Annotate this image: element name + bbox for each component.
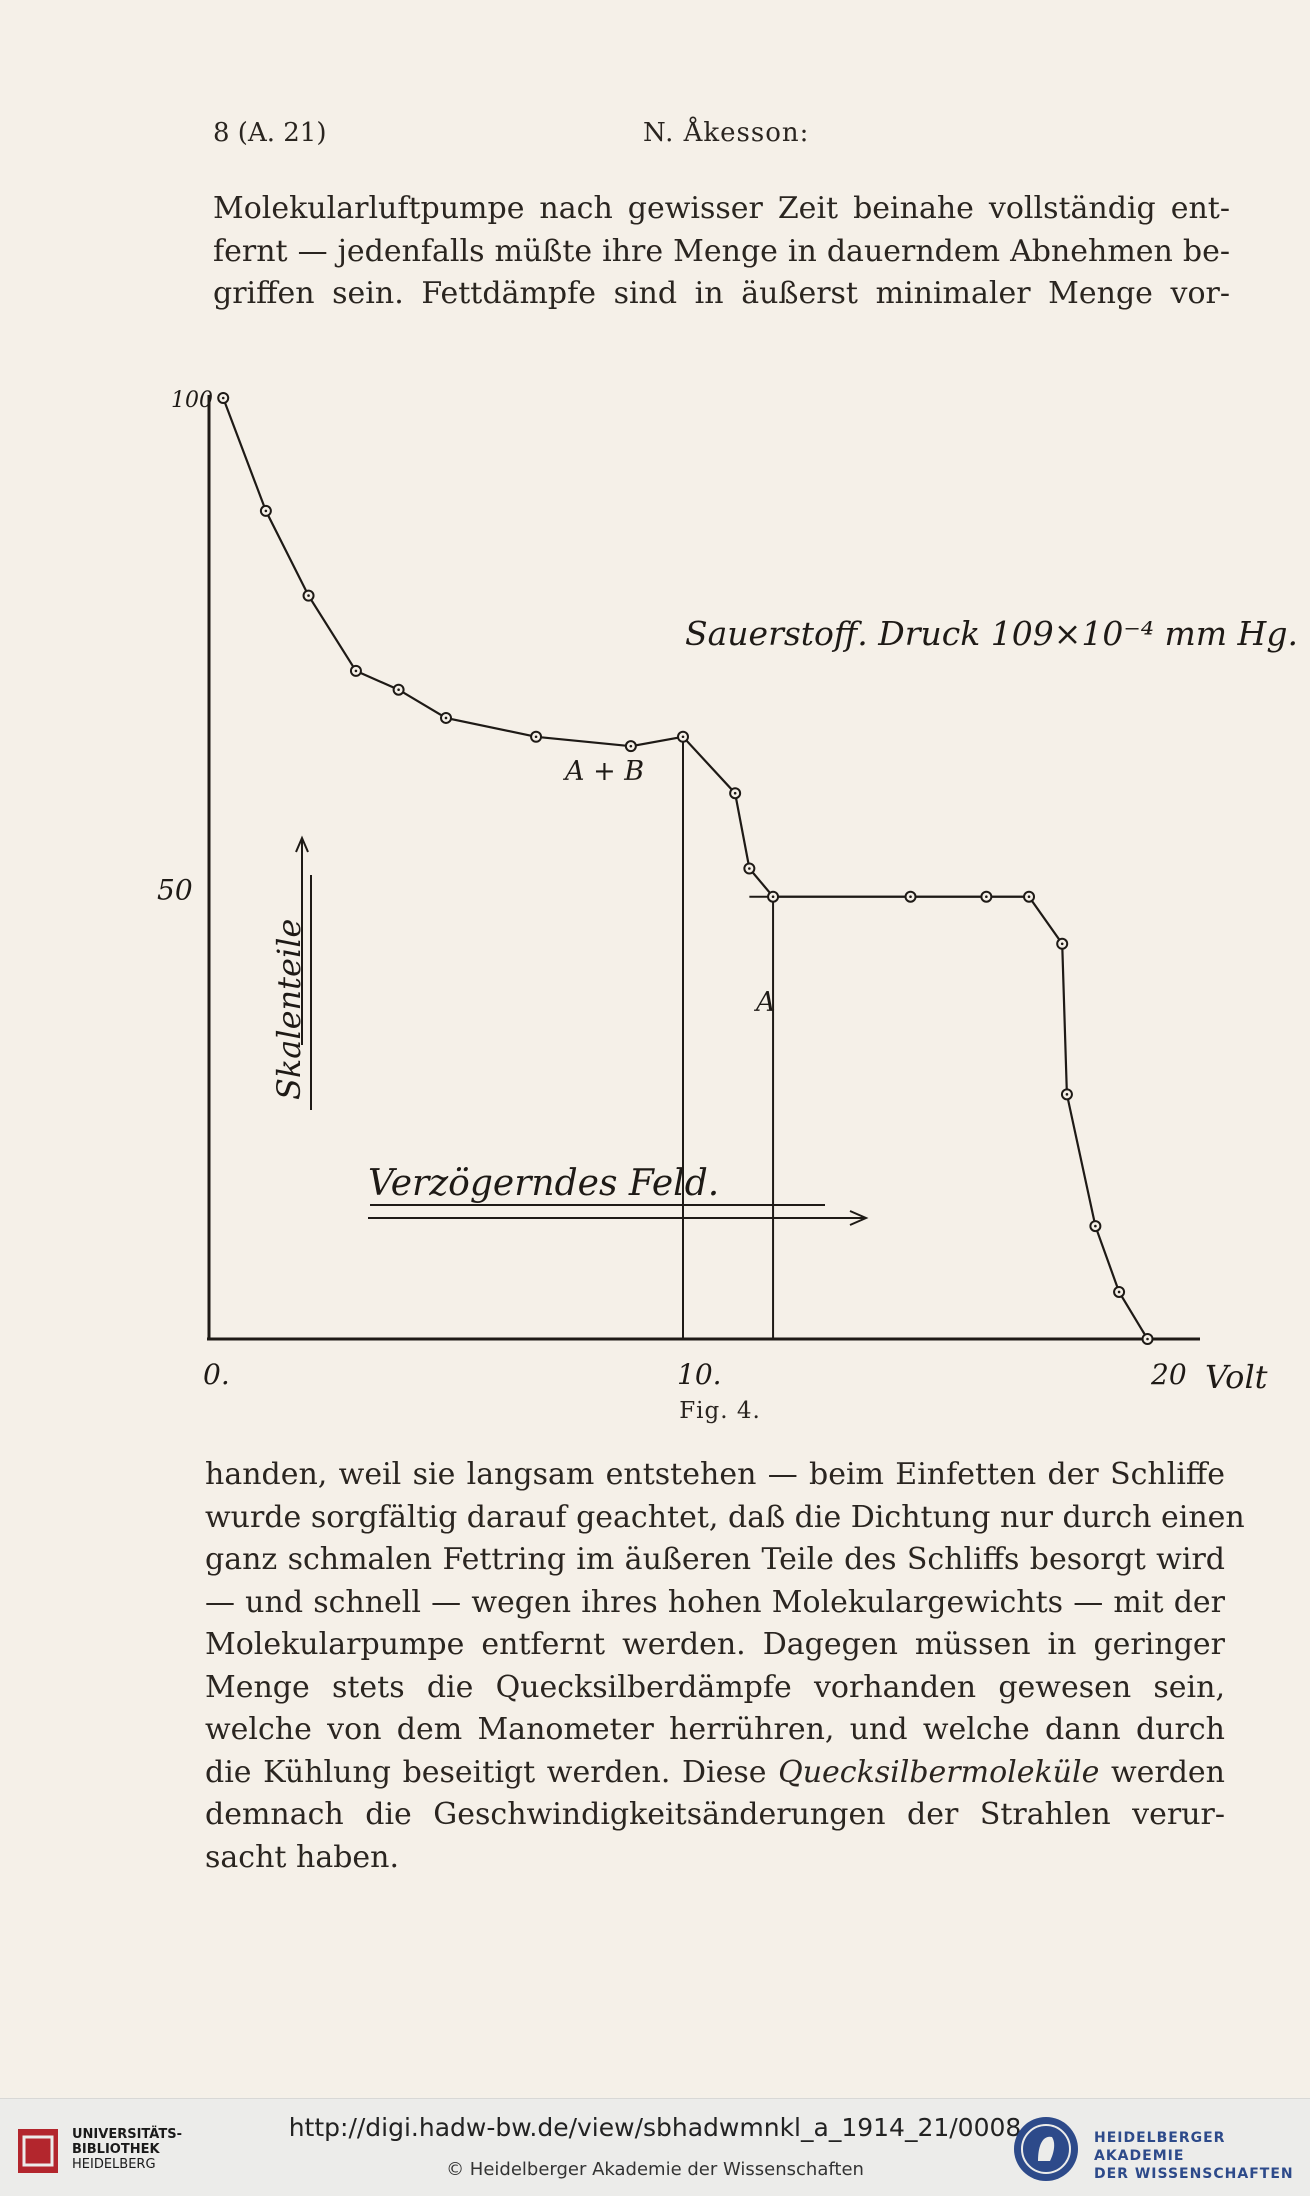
data-point-center	[307, 594, 310, 597]
data-point-center	[222, 397, 225, 400]
logo-left-line: BIBLIOTHEK	[72, 2142, 160, 2157]
data-point-center	[985, 895, 988, 898]
running-author: N. Åkesson:	[643, 118, 810, 148]
logo-left-line: UNIVERSITÄTS-	[72, 2127, 182, 2142]
x-tick-label: 0.	[203, 1358, 230, 1391]
data-point-center	[734, 792, 737, 795]
x-unit-label: Volt	[1205, 1358, 1268, 1396]
data-point-center	[535, 735, 538, 738]
data-point-center	[397, 688, 400, 691]
data-point-center	[355, 670, 358, 673]
figure-caption: Fig. 4.	[679, 1398, 761, 1424]
text-line: handen, weil sie langsam entstehen — beim Einfetten der Schliffe	[205, 1457, 1225, 1492]
text-line: wurde sorgfältig darauf geachtet, daß die Dichtung nur durch einen	[205, 1499, 1245, 1535]
paragraph-bottom	[205, 1454, 1245, 1879]
region-label-a: A	[756, 987, 776, 1018]
text-line-tail: werden	[1099, 1754, 1226, 1790]
text-line: griffen sein. Fettdämpfe sind in äußerst minimaler Menge vor-	[213, 276, 1230, 311]
data-point-center	[1118, 1291, 1121, 1294]
text-line: sacht haben.	[205, 1839, 400, 1875]
y-axis-label: Skalenteile	[270, 918, 308, 1100]
logo-right-line: HEIDELBERGER AKADEMIE	[1094, 2130, 1226, 2164]
text-line: fernt — jedenfalls müßte ihre Menge in dauerndem Abnehmen be-	[213, 233, 1230, 269]
text-line: demnach die Geschwindigkeitsänderungen der Strahlen verur-	[205, 1797, 1225, 1832]
data-point-center	[772, 895, 775, 898]
data-point-center	[630, 745, 633, 748]
data-point-center	[1028, 895, 1031, 898]
source-url-link[interactable]: http://digi.hadw-bw.de/view/sbhadwmnkl_a_1914_21/0008	[288, 2113, 1022, 2142]
x-tick-label: 10.	[677, 1358, 722, 1391]
text-line	[205, 1752, 1225, 1795]
text-line: Menge stets die Quecksilberdämpfe vorhanden gewesen sein,	[205, 1669, 1225, 1705]
data-point-center	[265, 510, 268, 513]
data-point-center	[909, 895, 912, 898]
data-point-center	[682, 735, 685, 738]
text-line: Molekularluftpumpe nach gewisser Zeit beinahe vollständig ent-	[213, 191, 1230, 226]
data-point-center	[748, 867, 751, 870]
footer-bar	[0, 2098, 1310, 2196]
data-point-center	[1061, 942, 1064, 945]
x-axis-label: Verzögerndes Feld.	[368, 1163, 720, 1204]
academy-logo[interactable]	[1010, 2113, 1300, 2185]
italic-term: Quecksilbermoleküle	[778, 1754, 1100, 1790]
data-point-center	[1094, 1225, 1097, 1228]
text-line: ganz schmalen Fettring im äußeren Teile des Schliffs besorgt wird	[205, 1542, 1225, 1577]
page-number: 8 (A. 21)	[213, 118, 327, 148]
data-point-center	[1066, 1093, 1069, 1096]
logo-right-line: DER WISSENSCHAFTEN	[1094, 2166, 1294, 2182]
annotation-title: Sauerstoff. Druck 109×10⁻⁴ mm Hg.	[685, 614, 1298, 653]
text-line: welche von dem Manometer herrühren, und welche dann durch	[205, 1712, 1225, 1747]
y-tick-label: 100	[171, 388, 213, 413]
logo-left-line: HEIDELBERG	[72, 2157, 156, 2172]
academy-seal-icon	[1010, 2113, 1082, 2185]
region-label-ab: A + B	[565, 756, 645, 787]
text-line: — und schnell — wegen ihres hohen Molekulargewichts — mit der	[205, 1584, 1225, 1620]
text-line: Molekularpumpe entfernt werden. Dagegen müssen in geringer	[205, 1627, 1225, 1662]
x-tick-label: 20	[1151, 1358, 1187, 1391]
data-point-center	[1146, 1338, 1149, 1341]
text-line-lead: die Kühlung beseitigt werden. Diese	[205, 1754, 779, 1790]
y-axis-label-group	[270, 838, 311, 1110]
x-axis-label-group	[368, 1163, 866, 1225]
y-tick-label: 50	[157, 873, 193, 907]
copyright-notice: © Heidelberger Akademie der Wissenschaften	[446, 2159, 864, 2180]
data-point-center	[445, 717, 448, 720]
